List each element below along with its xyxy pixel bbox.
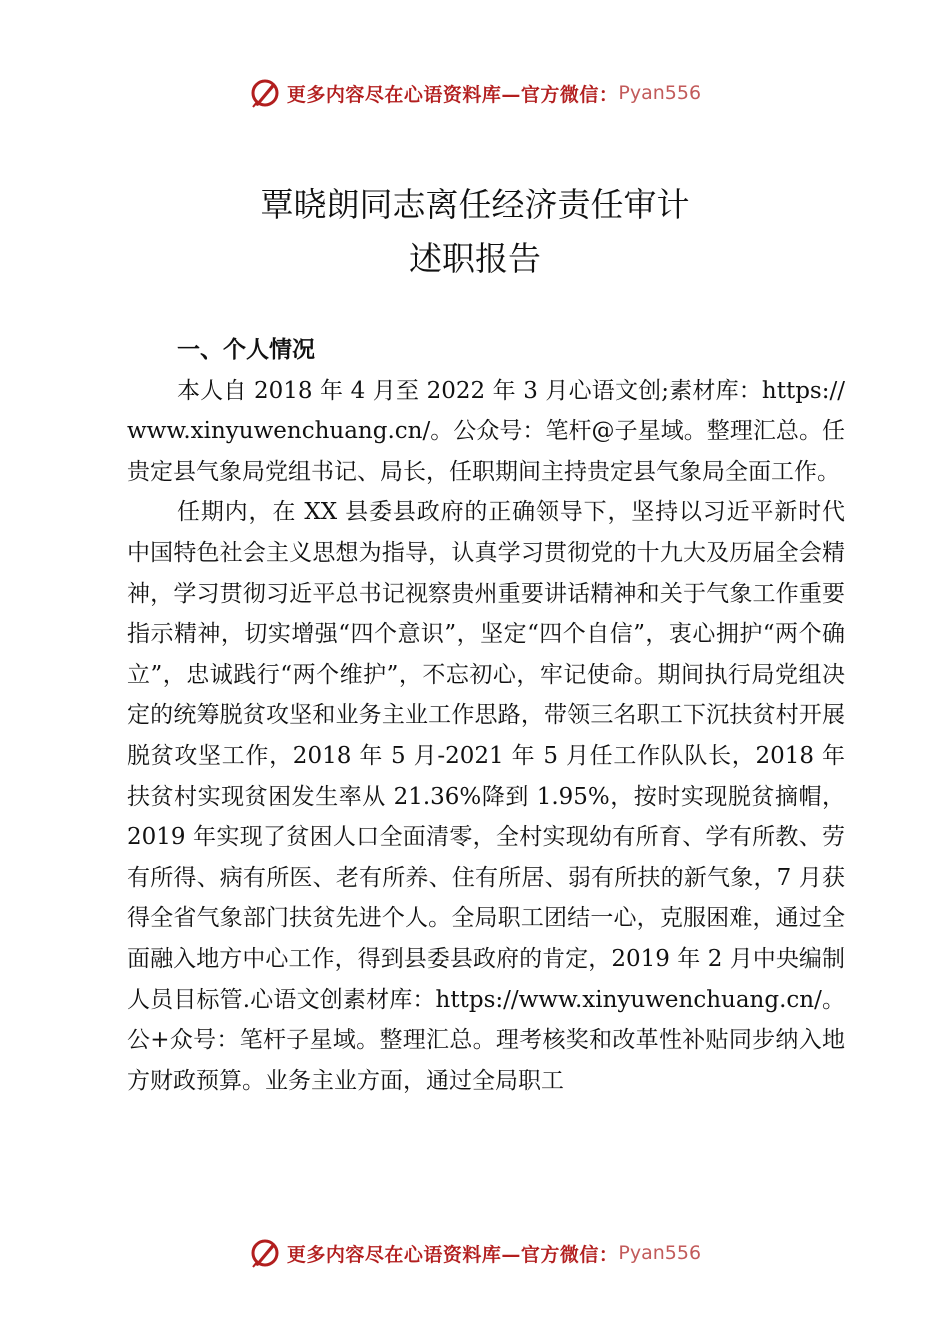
section-heading: 一、个人情况 [177, 337, 315, 363]
paragraph: 任期内，在 XX 县委县政府的正确领导下，坚持以习近平新时代中国特色社会主义思想为指导，认真学习贯彻党的十九大及历届全会精神，学习贯彻习近平总书记视察贵州重要讲话精神和关于气象工作重要指示精神，切实增强“四个意识”，坚定“四个自信”，衷心拥护“两个确立”，忠诚践行“两个维护”，不忘初心，牢记使命。期间执行局党组决定的统筹脱贫攻坚和业务主业工作思路，带领三名职工下沉扶贫村开展脱贫攻坚工作，2018 年 5 月-2021 年 5 月任工作队队长，2018 年扶贫村实现贫困发生率从 21.36%降到 1.95%，按时实现脱贫摘帽，2019 年实现了贫困人口全面清零，全村实现幼有所育、学有所教、劳有所得、病有所医、老有所养、住有所居、弱有所扶的新气象，7 月获得全省气象部门扶贫先进个人。全局职工团结一心，克服困难，通过全面融入地方中心工作，得到县委县政府的肯定，2019 年 2 月中央编制人员目标管.心语文创素材库：https://www.xinyuwenchuang.cn/。公+众号：笔杆子星域。整理汇总。理考核奖和改革性补贴同步纳入地方财政预算。业务主业方面，通过全局职工 [127, 499, 845, 1094]
banner-wechat-id: Pyan556 [618, 1242, 702, 1264]
quill-logo-icon [249, 77, 281, 109]
document-body [127, 330, 845, 1101]
footer-banner [0, 1233, 950, 1273]
banner-text: 更多内容尽在心语资料库—官方微信： [286, 1243, 619, 1266]
paragraph: 本人自 2018 年 4 月至 2022 年 3 月心语文创;素材库：https://www.xinyuwenchuang.cn/。公众号：笔杆@子星域。整理汇总。任贵定县气象局党组书记、局长，任职期间主持贵定县气象局全面工作。 [127, 377, 845, 485]
banner-wechat-id: Pyan556 [618, 82, 702, 104]
quill-logo-icon [249, 1237, 281, 1269]
banner-text: 更多内容尽在心语资料库—官方微信： [286, 83, 619, 106]
header-banner [0, 73, 950, 113]
document-title-line-2: 述职报告 [409, 239, 541, 278]
document-title-line-1: 覃晓朗同志离任经济责任审计 [260, 185, 690, 224]
